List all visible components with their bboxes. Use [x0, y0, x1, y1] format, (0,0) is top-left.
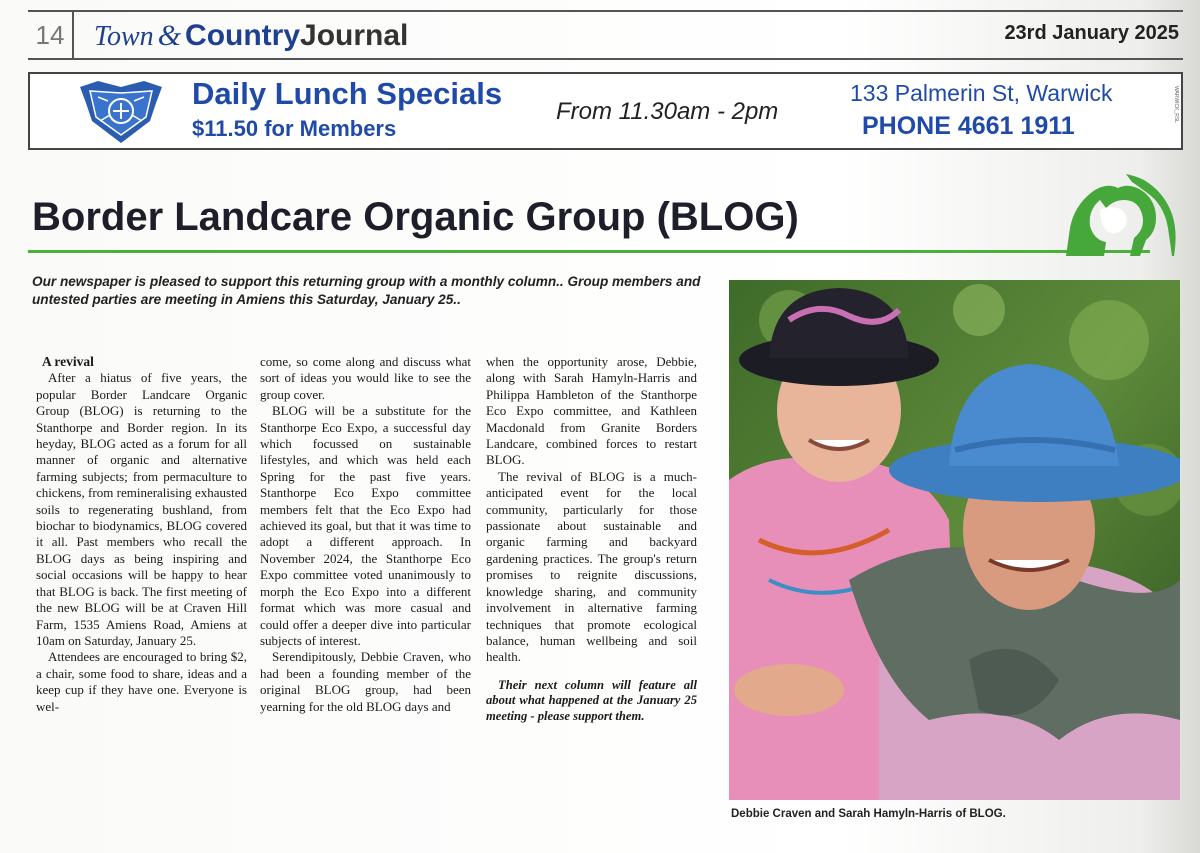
closing-note: Their next column will feature all about what happened at the January 25 meeting - please support them. — [486, 677, 697, 723]
publication-date: 23rd January 2025 — [1004, 22, 1179, 44]
article-paragraph: BLOG will be a substitute for the Stanthorpe Eco Expo, a successful day which focussed on sustainable lifestyles, and which was held each Spring for the past five years. Stanthorpe Eco Expo committee members felt that the Eco Expo had achieved its goal, but that it was time to adopt a different approach. In November 2024, the Stanthorpe Eco Expo committee voted unanimously to morph the Eco Expo into a different format which was more casual and could offer a deeper dive into particular subjects of interest. — [260, 403, 471, 648]
masthead — [28, 10, 1183, 60]
article-paragraph: The revival of BLOG is a much-anticipated event for the local community, particularly for those passionate about sustainable and organic farming and backyard gardening practices. The group's return promises to reignite discussions, knowledge sharing, and community involvement in alternative farming techniques that promote ecological balance, human wellbeing and soil health. — [486, 468, 697, 665]
article-paragraph: Serendipitously, Debbie Craven, who had been a founding member of the original BLOG group, had been yearning for the old BLOG days and — [260, 649, 471, 714]
brand-town: Town — [94, 21, 154, 52]
article-intro: Our newspaper is pleased to support this returning group with a monthly column.. Group members and untested parties are meeting in Amiens this Saturday, January 25.. — [32, 274, 701, 307]
article-paragraph: After a hiatus of five years, the popular Border Landcare Organic Group (BLOG) is returning to the Stanthorpe and Border region. In its heyday, BLOG acted as a forum for all manner of organic and alternative farming subjects; from permaculture to chickens, from remineralising exhausted soils to regenerating bushland, from biochar to biodynamics, BLOG covered it all. Past members who recall the BLOG days as being inspiring and social occasions will be happy to hear that BLOG is back. The first meeting of the new BLOG will be at Craven Hill Farm, 1535 Amiens Road, Amiens at 10am on Saturday, January 25. — [36, 370, 247, 648]
photo-caption: Debbie Craven and Sarah Hamyln-Harris of BLOG. — [731, 808, 1006, 820]
lunch-specials-ad — [28, 72, 1183, 150]
article-paragraph: come, so come along and discuss what sort of ideas you would like to see the group cover. — [260, 354, 471, 402]
ad-hours: From 11.30am - 2pm — [556, 98, 779, 125]
article-photo — [729, 280, 1180, 800]
brand-journal: Journal — [300, 19, 409, 52]
ad-side-tag: WARWICK_RSL — [1173, 86, 1179, 123]
brand-country: Country — [185, 19, 301, 52]
newspaper-page — [28, 10, 1183, 850]
article-column-2 — [260, 354, 471, 842]
article-column-1 — [36, 354, 247, 842]
article-paragraph: when the opportunity arose, Debbie, along with Sarah Hamyln-Harris and Philippa Hambleton of the Stanthorpe Eco Expo committee, and Kathleen Macdonald from Granite Borders Landcare, combined forces to restart BLOG. — [486, 354, 697, 468]
ad-member-price: $11.50 for Members — [192, 116, 397, 141]
article-paragraph: Attendees are encouraged to bring $2, a chair, some food to share, ideas and a keep cup if they have one. Everyone is wel- — [36, 649, 247, 714]
landcare-hands-icon — [1060, 170, 1178, 258]
ad-title: Daily Lunch Specials — [192, 76, 503, 111]
publication-logo — [94, 18, 408, 54]
brand-ampersand: & — [157, 19, 182, 52]
page-number: 14 — [28, 12, 74, 58]
ad-phone: PHONE 4661 1911 — [862, 112, 1075, 140]
rsl-badge-icon — [76, 77, 166, 145]
article-subhead: A revival — [42, 354, 94, 369]
article-column-3 — [486, 354, 697, 842]
ad-address: 133 Palmerin St, Warwick — [850, 80, 1113, 106]
article-headline: Border Landcare Organic Group (BLOG) — [32, 195, 799, 239]
headline-rule — [28, 250, 1150, 253]
